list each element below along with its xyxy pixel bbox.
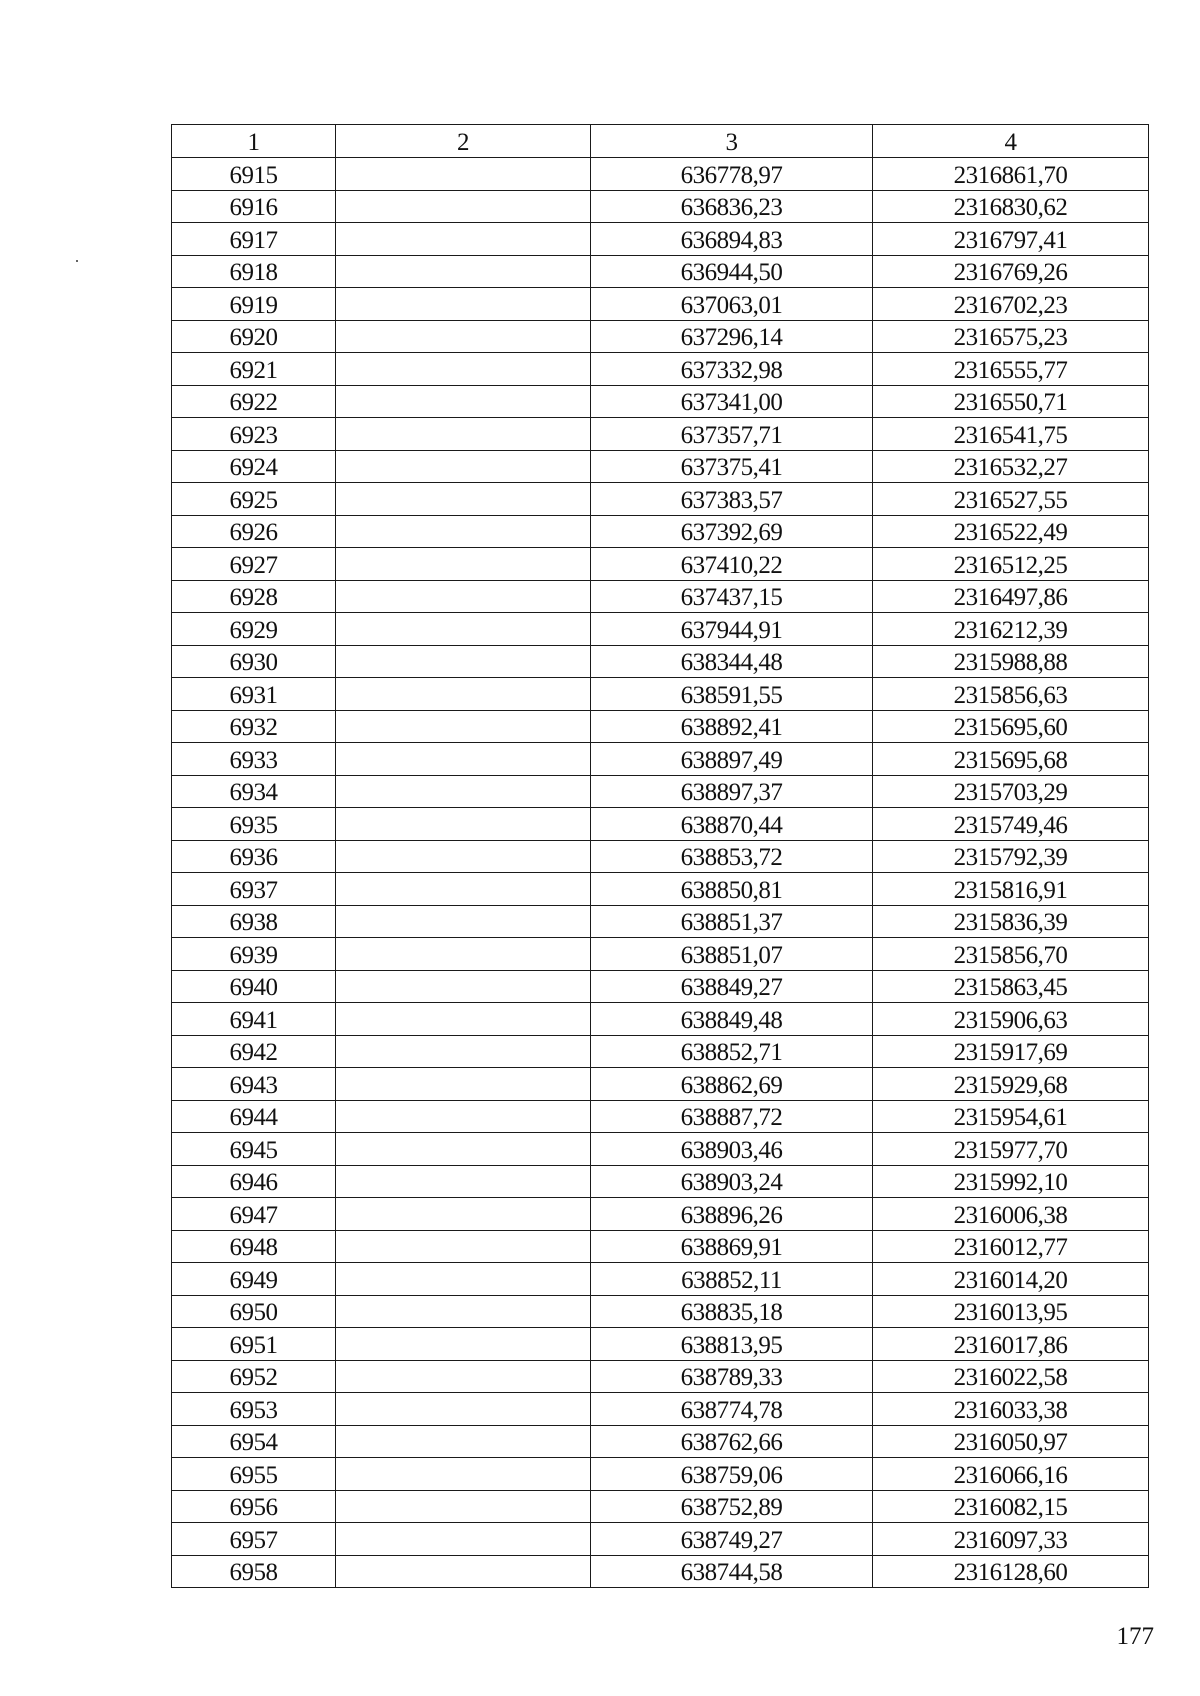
point-number-cell: 6940 (172, 970, 336, 1003)
x-coordinate-cell: 638835,18 (591, 1295, 873, 1328)
y-coordinate-cell: 2315917,69 (873, 1035, 1149, 1068)
y-coordinate-cell: 2316512,25 (873, 548, 1149, 581)
point-number-cell: 6922 (172, 385, 336, 418)
y-coordinate-cell: 2316541,75 (873, 418, 1149, 451)
y-coordinate-cell: 2316527,55 (873, 483, 1149, 516)
point-number-cell: 6942 (172, 1035, 336, 1068)
x-coordinate-cell: 638762,66 (591, 1425, 873, 1458)
y-coordinate-cell: 2315929,68 (873, 1068, 1149, 1101)
x-coordinate-cell: 637944,91 (591, 613, 873, 646)
y-coordinate-cell: 2316097,33 (873, 1523, 1149, 1556)
x-coordinate-cell: 636894,83 (591, 223, 873, 256)
table-row (172, 1523, 1149, 1556)
table-row (172, 1165, 1149, 1198)
y-coordinate-cell: 2315863,45 (873, 970, 1149, 1003)
point-number-cell: 6919 (172, 288, 336, 321)
x-coordinate-cell: 638849,27 (591, 970, 873, 1003)
point-number-cell: 6936 (172, 840, 336, 873)
coordinates-table (171, 124, 1149, 1588)
x-coordinate-cell: 638813,95 (591, 1328, 873, 1361)
x-coordinate-cell: 637296,14 (591, 320, 873, 353)
table-row (172, 970, 1149, 1003)
x-coordinate-cell: 638853,72 (591, 840, 873, 873)
y-coordinate-cell: 2316022,58 (873, 1360, 1149, 1393)
description-cell (336, 840, 591, 873)
description-cell (336, 613, 591, 646)
column-header: 3 (591, 125, 873, 158)
point-number-cell: 6932 (172, 710, 336, 743)
x-coordinate-cell: 638591,55 (591, 678, 873, 711)
x-coordinate-cell: 636836,23 (591, 190, 873, 223)
point-number-cell: 6916 (172, 190, 336, 223)
point-number-cell: 6938 (172, 905, 336, 938)
table-row (172, 223, 1149, 256)
y-coordinate-cell: 2315906,63 (873, 1003, 1149, 1036)
description-cell (336, 548, 591, 581)
point-number-cell: 6946 (172, 1165, 336, 1198)
column-header: 4 (873, 125, 1149, 158)
table-row (172, 418, 1149, 451)
y-coordinate-cell: 2315836,39 (873, 905, 1149, 938)
table-row (172, 255, 1149, 288)
description-cell (336, 418, 591, 451)
point-number-cell: 6934 (172, 775, 336, 808)
y-coordinate-cell: 2316522,49 (873, 515, 1149, 548)
point-number-cell: 6927 (172, 548, 336, 581)
description-cell (336, 1360, 591, 1393)
table-row (172, 1230, 1149, 1263)
column-header: 2 (336, 125, 591, 158)
x-coordinate-cell: 637357,71 (591, 418, 873, 451)
point-number-cell: 6950 (172, 1295, 336, 1328)
description-cell (336, 775, 591, 808)
table-row (172, 1100, 1149, 1133)
table-row (172, 450, 1149, 483)
description-cell (336, 1328, 591, 1361)
x-coordinate-cell: 638344,48 (591, 645, 873, 678)
column-header: 1 (172, 125, 336, 158)
point-number-cell: 6923 (172, 418, 336, 451)
y-coordinate-cell: 2316861,70 (873, 158, 1149, 191)
description-cell (336, 743, 591, 776)
description-cell (336, 158, 591, 191)
point-number-cell: 6956 (172, 1490, 336, 1523)
y-coordinate-cell: 2316769,26 (873, 255, 1149, 288)
x-coordinate-cell: 636944,50 (591, 255, 873, 288)
description-cell (336, 255, 591, 288)
x-coordinate-cell: 637375,41 (591, 450, 873, 483)
point-number-cell: 6937 (172, 873, 336, 906)
table-body (172, 158, 1149, 1588)
point-number-cell: 6953 (172, 1393, 336, 1426)
x-coordinate-cell: 637341,00 (591, 385, 873, 418)
table-row (172, 1393, 1149, 1426)
table-row (172, 938, 1149, 971)
x-coordinate-cell: 637410,22 (591, 548, 873, 581)
x-coordinate-cell: 638752,89 (591, 1490, 873, 1523)
table-row (172, 1555, 1149, 1588)
description-cell (336, 450, 591, 483)
table-row (172, 743, 1149, 776)
table-row (172, 1328, 1149, 1361)
table-row (172, 678, 1149, 711)
point-number-cell: 6931 (172, 678, 336, 711)
x-coordinate-cell: 638749,27 (591, 1523, 873, 1556)
y-coordinate-cell: 2316082,15 (873, 1490, 1149, 1523)
x-coordinate-cell: 638896,26 (591, 1198, 873, 1231)
x-coordinate-cell: 638849,48 (591, 1003, 873, 1036)
table-row (172, 1133, 1149, 1166)
description-cell (336, 288, 591, 321)
point-number-cell: 6943 (172, 1068, 336, 1101)
y-coordinate-cell: 2316017,86 (873, 1328, 1149, 1361)
point-number-cell: 6926 (172, 515, 336, 548)
point-number-cell: 6947 (172, 1198, 336, 1231)
description-cell (336, 385, 591, 418)
point-number-cell: 6928 (172, 580, 336, 613)
y-coordinate-cell: 2316550,71 (873, 385, 1149, 418)
table-row (172, 548, 1149, 581)
x-coordinate-cell: 638851,07 (591, 938, 873, 971)
table-row (172, 1263, 1149, 1296)
description-cell (336, 1263, 591, 1296)
point-number-cell: 6941 (172, 1003, 336, 1036)
description-cell (336, 580, 591, 613)
description-cell (336, 515, 591, 548)
table-row (172, 1458, 1149, 1491)
point-number-cell: 6939 (172, 938, 336, 971)
point-number-cell: 6954 (172, 1425, 336, 1458)
y-coordinate-cell: 2315703,29 (873, 775, 1149, 808)
point-number-cell: 6955 (172, 1458, 336, 1491)
point-number-cell: 6915 (172, 158, 336, 191)
table-row (172, 1360, 1149, 1393)
x-coordinate-cell: 638852,11 (591, 1263, 873, 1296)
description-cell (336, 645, 591, 678)
point-number-cell: 6918 (172, 255, 336, 288)
y-coordinate-cell: 2315695,68 (873, 743, 1149, 776)
page-number: 177 (1116, 1623, 1154, 1650)
y-coordinate-cell: 2315977,70 (873, 1133, 1149, 1166)
point-number-cell: 6948 (172, 1230, 336, 1263)
table-row (172, 385, 1149, 418)
y-coordinate-cell: 2315695,60 (873, 710, 1149, 743)
y-coordinate-cell: 2316532,27 (873, 450, 1149, 483)
x-coordinate-cell: 638892,41 (591, 710, 873, 743)
description-cell (336, 938, 591, 971)
description-cell (336, 1555, 591, 1588)
y-coordinate-cell: 2316575,23 (873, 320, 1149, 353)
description-cell (336, 808, 591, 841)
point-number-cell: 6952 (172, 1360, 336, 1393)
x-coordinate-cell: 638887,72 (591, 1100, 873, 1133)
point-number-cell: 6929 (172, 613, 336, 646)
table-row (172, 515, 1149, 548)
table-row (172, 190, 1149, 223)
y-coordinate-cell: 2315749,46 (873, 808, 1149, 841)
description-cell (336, 1295, 591, 1328)
table-row (172, 1198, 1149, 1231)
description-cell (336, 1100, 591, 1133)
y-coordinate-cell: 2316555,77 (873, 353, 1149, 386)
description-cell (336, 1523, 591, 1556)
x-coordinate-cell: 638852,71 (591, 1035, 873, 1068)
table-row (172, 840, 1149, 873)
table-row (172, 1295, 1149, 1328)
point-number-cell: 6920 (172, 320, 336, 353)
y-coordinate-cell: 2315856,63 (873, 678, 1149, 711)
description-cell (336, 873, 591, 906)
description-cell (336, 678, 591, 711)
description-cell (336, 223, 591, 256)
x-coordinate-cell: 638869,91 (591, 1230, 873, 1263)
y-coordinate-cell: 2316014,20 (873, 1263, 1149, 1296)
description-cell (336, 1425, 591, 1458)
y-coordinate-cell: 2315856,70 (873, 938, 1149, 971)
x-coordinate-cell: 638897,49 (591, 743, 873, 776)
table-row (172, 710, 1149, 743)
y-coordinate-cell: 2316830,62 (873, 190, 1149, 223)
table-row (172, 158, 1149, 191)
description-cell (336, 970, 591, 1003)
point-number-cell: 6935 (172, 808, 336, 841)
x-coordinate-cell: 637332,98 (591, 353, 873, 386)
point-number-cell: 6949 (172, 1263, 336, 1296)
y-coordinate-cell: 2315792,39 (873, 840, 1149, 873)
y-coordinate-cell: 2316013,95 (873, 1295, 1149, 1328)
table-row (172, 873, 1149, 906)
description-cell (336, 483, 591, 516)
y-coordinate-cell: 2316702,23 (873, 288, 1149, 321)
y-coordinate-cell: 2316497,86 (873, 580, 1149, 613)
description-cell (336, 905, 591, 938)
y-coordinate-cell: 2316033,38 (873, 1393, 1149, 1426)
point-number-cell: 6951 (172, 1328, 336, 1361)
y-coordinate-cell: 2315816,91 (873, 873, 1149, 906)
x-coordinate-cell: 638903,24 (591, 1165, 873, 1198)
description-cell (336, 710, 591, 743)
description-cell (336, 1230, 591, 1263)
table-row (172, 1003, 1149, 1036)
y-coordinate-cell: 2316006,38 (873, 1198, 1149, 1231)
description-cell (336, 1133, 591, 1166)
description-cell (336, 1490, 591, 1523)
y-coordinate-cell: 2316212,39 (873, 613, 1149, 646)
description-cell (336, 1393, 591, 1426)
y-coordinate-cell: 2315954,61 (873, 1100, 1149, 1133)
table-row (172, 580, 1149, 613)
point-number-cell: 6930 (172, 645, 336, 678)
x-coordinate-cell: 638759,06 (591, 1458, 873, 1491)
point-number-cell: 6944 (172, 1100, 336, 1133)
description-cell (336, 1458, 591, 1491)
x-coordinate-cell: 638897,37 (591, 775, 873, 808)
y-coordinate-cell: 2316066,16 (873, 1458, 1149, 1491)
x-coordinate-cell: 637392,69 (591, 515, 873, 548)
point-number-cell: 6933 (172, 743, 336, 776)
y-coordinate-cell: 2316128,60 (873, 1555, 1149, 1588)
x-coordinate-cell: 638862,69 (591, 1068, 873, 1101)
x-coordinate-cell: 638789,33 (591, 1360, 873, 1393)
table-row (172, 1490, 1149, 1523)
x-coordinate-cell: 637063,01 (591, 288, 873, 321)
point-number-cell: 6958 (172, 1555, 336, 1588)
y-coordinate-cell: 2315988,88 (873, 645, 1149, 678)
table-row (172, 645, 1149, 678)
x-coordinate-cell: 638850,81 (591, 873, 873, 906)
table-row (172, 320, 1149, 353)
description-cell (336, 1068, 591, 1101)
description-cell (336, 320, 591, 353)
y-coordinate-cell: 2316797,41 (873, 223, 1149, 256)
x-coordinate-cell: 638851,37 (591, 905, 873, 938)
table-row (172, 905, 1149, 938)
point-number-cell: 6924 (172, 450, 336, 483)
y-coordinate-cell: 2315992,10 (873, 1165, 1149, 1198)
table-header-row (172, 125, 1149, 158)
x-coordinate-cell: 637437,15 (591, 580, 873, 613)
table-row (172, 353, 1149, 386)
y-coordinate-cell: 2316050,97 (873, 1425, 1149, 1458)
y-coordinate-cell: 2316012,77 (873, 1230, 1149, 1263)
stray-mark (76, 260, 78, 262)
point-number-cell: 6945 (172, 1133, 336, 1166)
table-row (172, 775, 1149, 808)
table-row (172, 483, 1149, 516)
point-number-cell: 6925 (172, 483, 336, 516)
table-row (172, 288, 1149, 321)
x-coordinate-cell: 638744,58 (591, 1555, 873, 1588)
description-cell (336, 1003, 591, 1036)
table-row (172, 613, 1149, 646)
description-cell (336, 1035, 591, 1068)
x-coordinate-cell: 638870,44 (591, 808, 873, 841)
table-row (172, 808, 1149, 841)
point-number-cell: 6957 (172, 1523, 336, 1556)
x-coordinate-cell: 638903,46 (591, 1133, 873, 1166)
point-number-cell: 6917 (172, 223, 336, 256)
table-row (172, 1035, 1149, 1068)
description-cell (336, 1198, 591, 1231)
description-cell (336, 1165, 591, 1198)
x-coordinate-cell: 638774,78 (591, 1393, 873, 1426)
description-cell (336, 190, 591, 223)
x-coordinate-cell: 636778,97 (591, 158, 873, 191)
x-coordinate-cell: 637383,57 (591, 483, 873, 516)
point-number-cell: 6921 (172, 353, 336, 386)
table-row (172, 1068, 1149, 1101)
table-row (172, 1425, 1149, 1458)
description-cell (336, 353, 591, 386)
